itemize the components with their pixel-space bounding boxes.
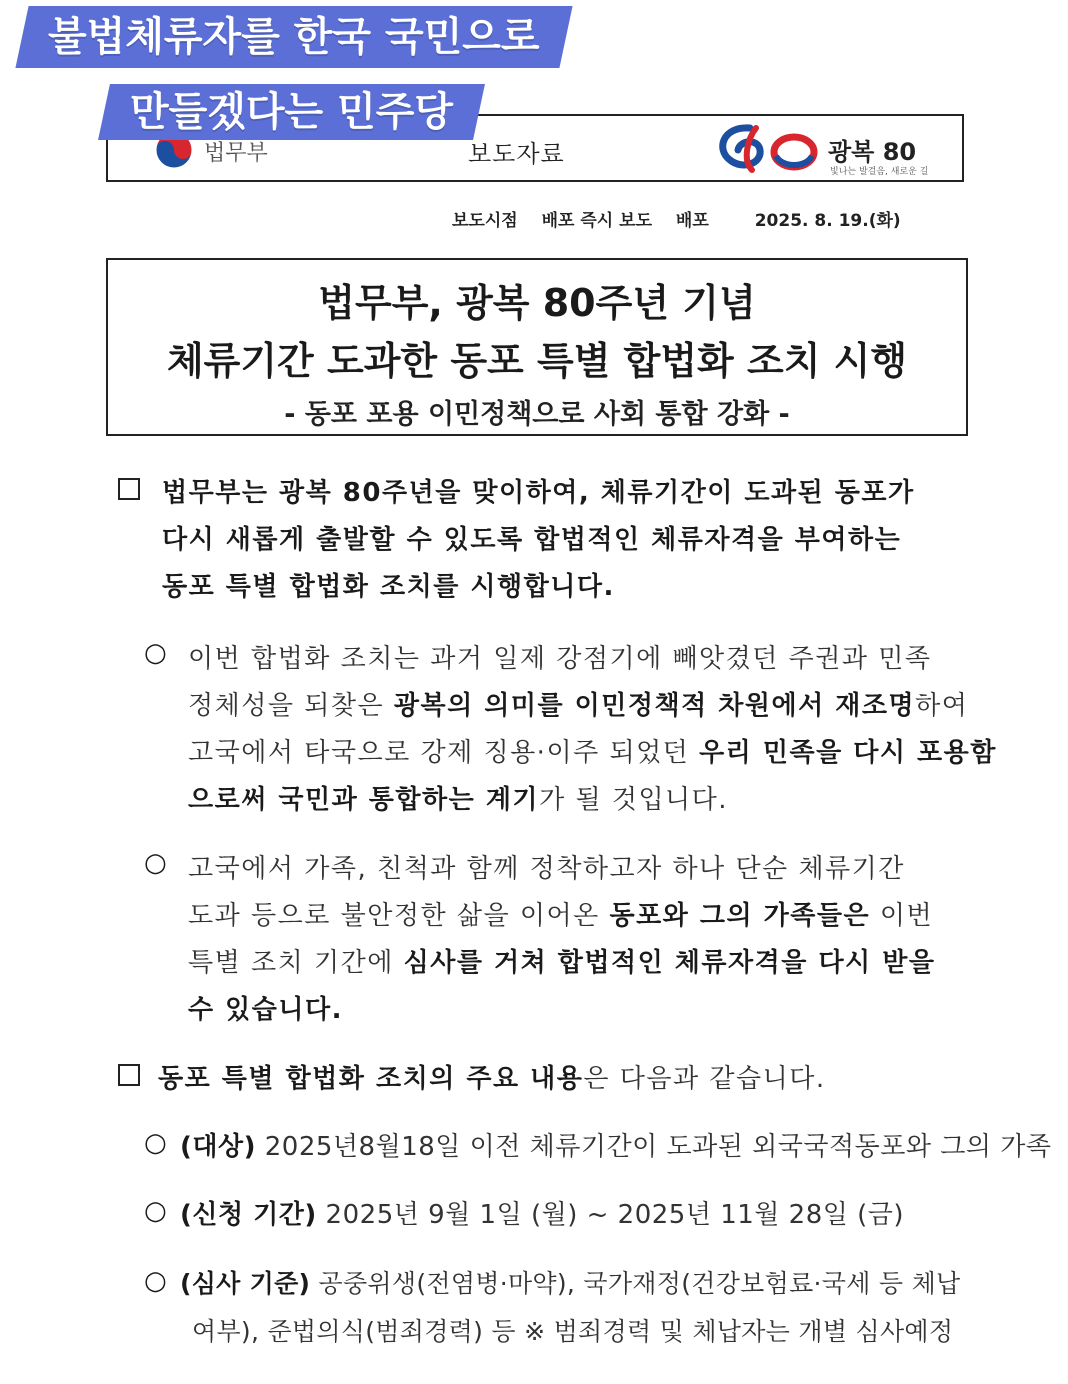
item-criteria-cont: 여부), 준법의식(범죄경력) 등 ※ 범죄경력 및 체납자는 개별 심사예정 [192,1317,954,1346]
release-info [452,206,919,231]
release-date: 2025. 8. 19.(화) [754,211,901,231]
title-line-1: 법무부, 광복 80주년 기념 [318,281,756,325]
circle-bullet: ○ [144,1266,167,1296]
caption-line-1: 불법체류자를 한국 국민으로 [15,6,572,68]
p1-line-3: 동포 특별 합법화 조치를 시행합니다. [162,572,615,602]
p2-line-4: 으로써 국민과 통합하는 계기가 될 것입니다. [188,785,729,815]
circle-bullet: ○ [144,1128,167,1158]
document-type: 보도자료 [468,140,565,168]
p2-line-2: 정체성을 되찾은 광복의 의미를 이민정책적 차원에서 재조명하여 [188,691,969,721]
item-criteria: (심사 기준) 공중위생(전염병·마약), 국가재정(건강보험료·국세 등 체납 [180,1269,961,1298]
release-timing: 배포 즉시 보도 [541,211,652,231]
p2-line-3: 고국에서 타국으로 강제 징용·이주 되었던 우리 민족을 다시 포용함 [188,738,997,768]
item-target: (대상) 2025년8월18일 이전 체류기간이 도과된 외국국적동포와 그의 가족 [180,1132,1052,1162]
circle-bullet: ○ [144,638,167,668]
square-bullet [118,478,140,500]
item-period: (신청 기간) 2025년 9월 1일 (월) ~ 2025년 11월 28일 (금) [180,1200,905,1230]
anniversary-name: 광복 80 [828,138,917,166]
distribution-label: 배포 [675,211,709,231]
title-line-2: 체류기간 도과한 동포 특별 합법화 조치 시행 [166,339,908,383]
p3-line-3: 특별 조치 기간에 심사를 거쳐 합법적인 체류자격을 다시 받을 [188,948,936,978]
subtitle: - 동포 포용 이민정책으로 사회 통합 강화 - [284,399,790,430]
release-label: 보도시점 [452,211,518,231]
anniversary-tagline: 빛나는 발걸음, 새로운 길 [830,167,929,177]
p3-line-1: 고국에서 가족, 친척과 함께 정착하고자 하나 단순 체류기간 [188,854,905,884]
p2-line-1: 이번 합법화 조치는 과거 일제 강점기에 빼앗겼던 주권과 민족 [188,644,932,674]
p1-line-2: 다시 새롭게 출발할 수 있도록 합법적인 체류자격을 부여하는 [162,525,902,555]
liberation-80-logo-icon [712,120,822,178]
p3-line-4: 수 있습니다. [188,995,344,1025]
square-bullet [118,1064,140,1086]
ministry-name: 법무부 [204,141,268,166]
title-box [106,258,968,436]
circle-bullet: ○ [144,848,167,878]
caption-line-2: 만들겠다는 민주당 [98,84,485,140]
p3-line-2: 도과 등으로 불안정한 삶을 이어온 동포와 그의 가족들은 이번 [188,901,934,931]
p4-line: 동포 특별 합법화 조치의 주요 내용은 다음과 같습니다. [158,1064,826,1094]
p1-line-1: 법무부는 광복 80주년을 맞이하여, 체류기간이 도과된 동포가 [162,478,915,508]
circle-bullet: ○ [144,1196,167,1226]
